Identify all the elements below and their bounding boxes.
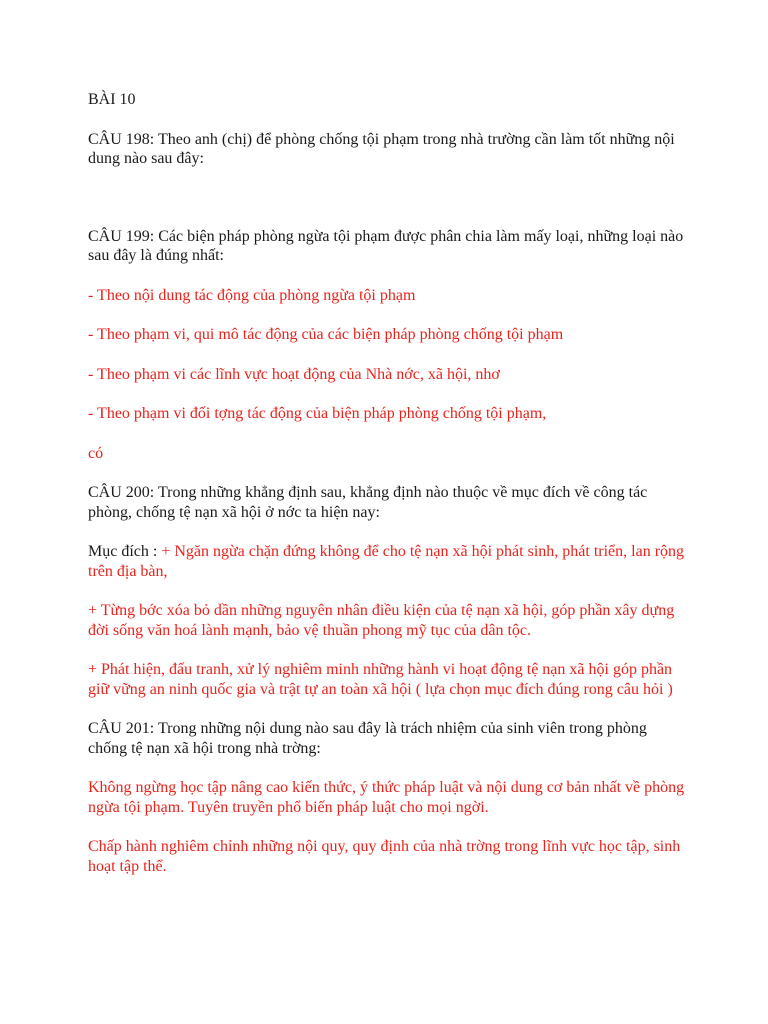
q199-answer-4: - Theo phạm vi đối tợng tác động của biện pháp phòng chống tội phạm, <box>88 405 547 422</box>
question-199: CÂU 199: Các biện pháp phòng ngừa tội phạm được phân chia làm mấy loại, những loại nào sau đây là đúng nhất: <box>88 227 684 264</box>
document-page <box>88 90 688 876</box>
question-201: CÂU 201: Trong những nội dung nào sau đây là trách nhiệm của sinh viên trong phòng chống tệ nạn xã hội trong nhà trờng: <box>88 720 647 757</box>
q201-answer-2: Chấp hành nghiêm chỉnh những nội quy, quy định của nhà trờng trong lĩnh vực học tập, sinh hoạt tập thể. <box>88 838 681 875</box>
q199-answer-3: - Theo phạm vi các lĩnh vực hoạt động của Nhà nớc, xã hội, nhơ <box>88 365 500 383</box>
lesson-heading: BÀI 10 <box>88 91 136 108</box>
q200-answer-1-text: + Ngăn ngừa chặn đứng không để cho tệ nạn xã hội phát sinh, phát triển, lan rộng trên địa bàn, <box>88 543 685 580</box>
q200-answer-2: + Từng bớc xóa bỏ dần những nguyên nhân điều kiện của tệ nạn xã hội, góp phần xây dựng đời sống văn hoá lành mạnh, bảo vệ thuần phong mỹ tục của dân tộc. <box>88 602 675 639</box>
q199-answer-1: - Theo nội dung tác động của phòng ngừa tội phạm <box>88 286 416 304</box>
q199-answer-5: có <box>88 444 104 462</box>
q200-answer-3: + Phát hiện, đấu tranh, xử lý nghiêm minh những hành vi hoạt động tệ nạn xã hội góp phần giữ vững an ninh quốc gia và trật tự an toàn xã hội ( lựa chọn mục đích đúng rong câu hỏi ) <box>88 661 673 698</box>
question-198: CÂU 198: Theo anh (chị) để phòng chống tội phạm trong nhà trường cần làm tốt những nội dung nào sau đây: <box>88 130 675 167</box>
q200-answer-1 <box>88 542 688 581</box>
question-200: CÂU 200: Trong những khẳng định sau, khẳng định nào thuộc về mục đích về công tác phòng, chống tệ nạn xã hội ở nớc ta hiện nay: <box>88 484 648 521</box>
q201-answer-1: Không ngừng học tập nâng cao kiến thức, ý thức pháp luật và nội dung cơ bản nhất về phòng ngừa tội phạm. Tuyên truyền phổ biến pháp luật cho mọi ngời. <box>88 779 685 816</box>
purpose-label: Mục đích : <box>88 543 162 560</box>
q199-answer-2: - Theo phạm vi, qui mô tác động của các biện pháp phòng chống tội phạm <box>88 326 564 343</box>
